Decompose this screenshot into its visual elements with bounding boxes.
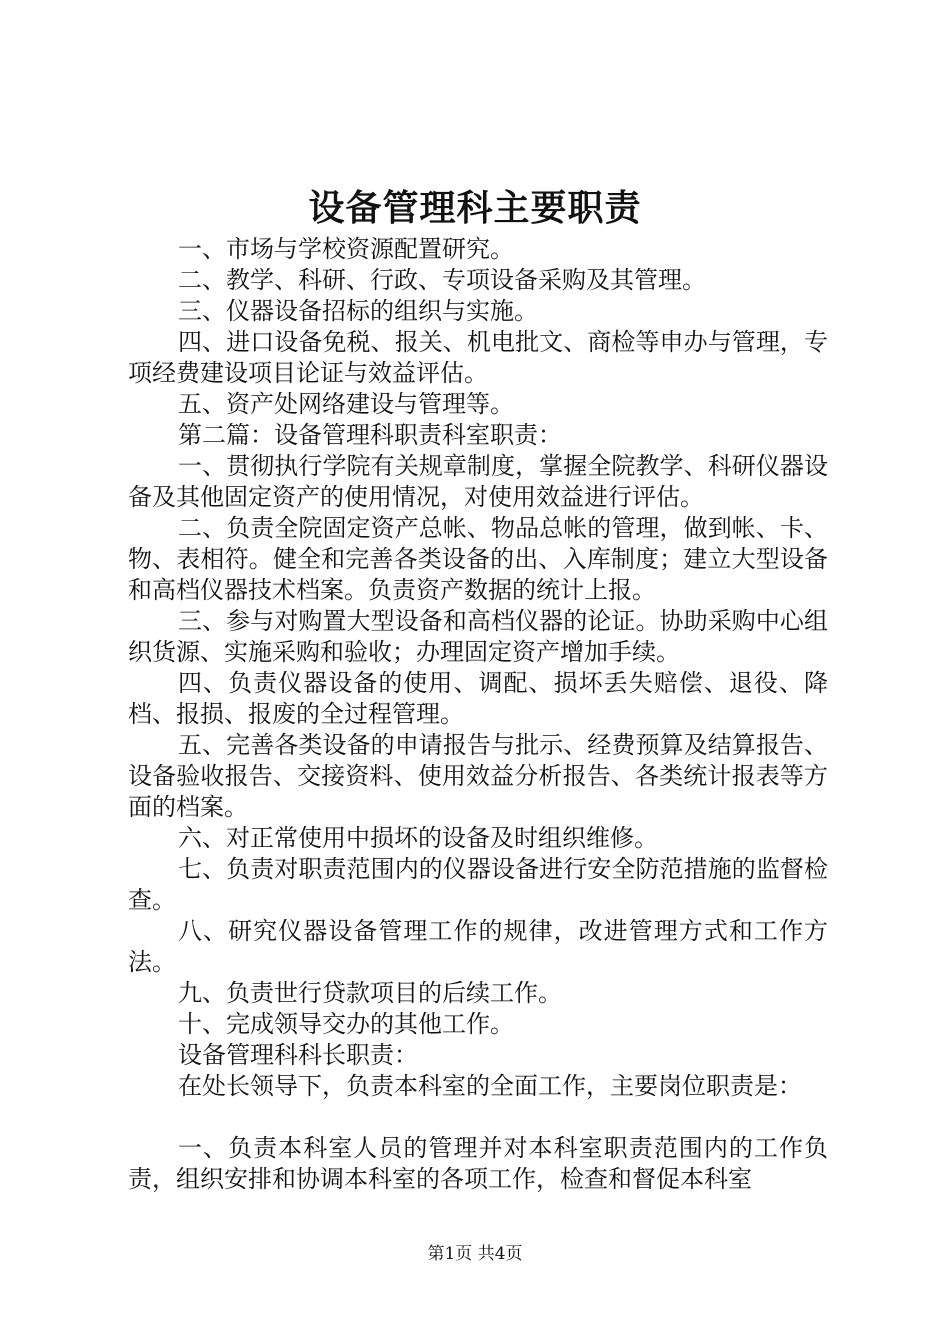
paragraph: 六、对正常使用中损坏的设备及时组织维修。: [178, 824, 658, 852]
paragraph: 一、负责本科室人员的管理并对本科室职责范围内的工作负责，组织安排和协调本科室的各项工作，检查和督促本科室: [128, 1134, 828, 1193]
paragraph: 八、研究仪器设备管理工作的规律，改进管理方式和工作方法。: [128, 917, 828, 976]
document-body: [128, 234, 828, 1195]
paragraph: 二、教学、科研、行政、专项设备采购及其管理。: [178, 266, 706, 294]
paragraph: 三、仪器设备招标的组织与实施。: [178, 297, 538, 325]
paragraph: 十、完成领导交办的其他工作。: [178, 1010, 514, 1038]
paragraph: 一、贯彻执行学院有关规章制度，掌握全院教学、科研仪器设备及其他固定资产的使用情况，对使用效益进行评估。: [128, 452, 828, 511]
document-title: 设备管理科主要职责: [308, 187, 642, 229]
section-heading: 第二篇：设备管理科职责科室职责：: [178, 421, 562, 449]
page-footer: 第1页 共4页: [427, 1244, 523, 1264]
paragraph: 五、资产处网络建设与管理等。: [178, 390, 514, 418]
paragraph: 七、负责对职责范围内的仪器设备进行安全防范措施的监督检查。: [128, 855, 828, 914]
section-heading: 设备管理科科长职责：: [178, 1041, 418, 1069]
paragraph: 在处长领导下，负责本科室的全面工作，主要岗位职责是：: [178, 1072, 802, 1100]
paragraph: 九、负责世行贷款项目的后续工作。: [178, 979, 562, 1007]
paragraph: 三、参与对购置大型设备和高档仪器的论证。协助采购中心组织货源、实施采购和验收；办理固定资产增加手续。: [128, 607, 828, 666]
paragraph: 一、市场与学校资源配置研究。: [178, 235, 514, 263]
paragraph: 五、完善各类设备的申请报告与批示、经费预算及结算报告、设备验收报告、交接资料、使用效益分析报告、各类统计报表等方面的档案。: [128, 731, 828, 821]
paragraph: 二、负责全院固定资产总帐、物品总帐的管理，做到帐、卡、物、表相符。健全和完善各类设备的出、入库制度；建立大型设备和高档仪器技术档案。负责资产数据的统计上报。: [128, 514, 828, 604]
paragraph: 四、负责仪器设备的使用、调配、损坏丢失赔偿、退役、降档、报损、报废的全过程管理。: [128, 669, 828, 728]
paragraph: 四、进口设备免税、报关、机电批文、商检等申办与管理，专项经费建设项目论证与效益评估。: [128, 328, 828, 387]
